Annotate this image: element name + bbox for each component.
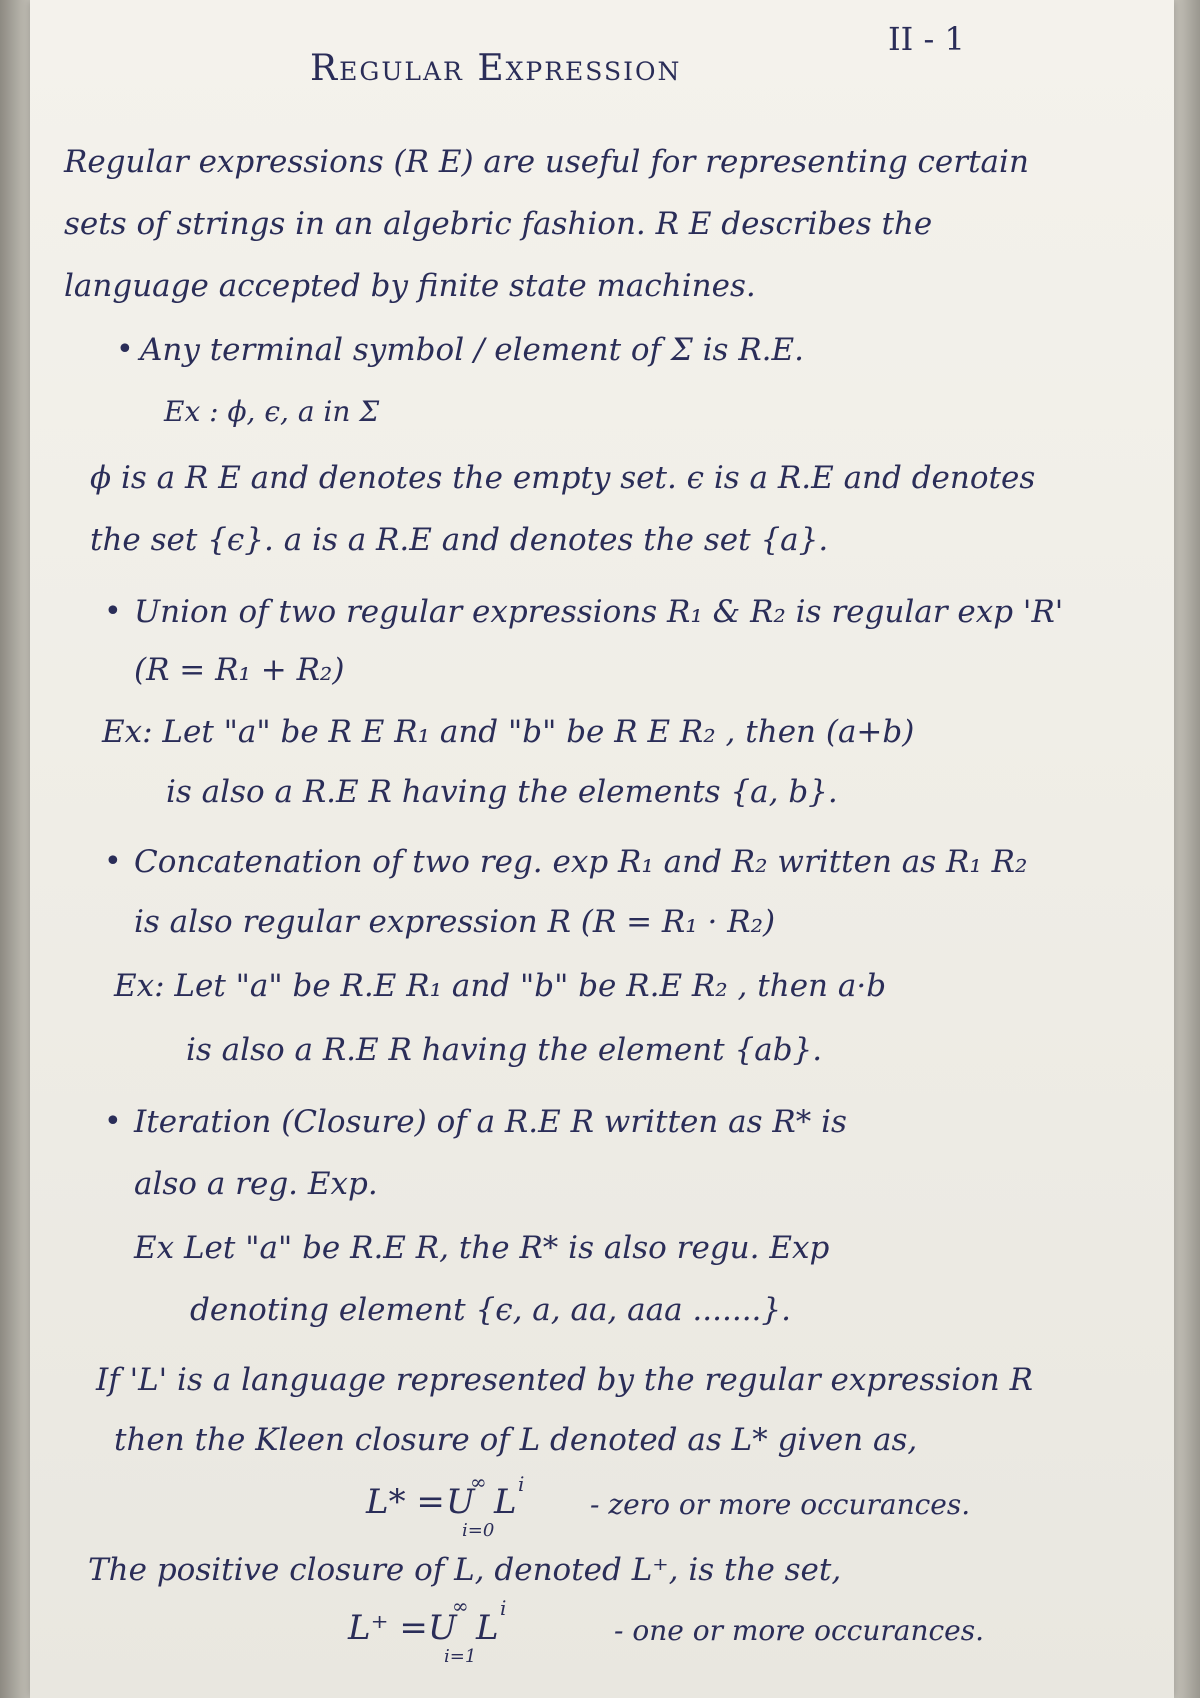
positive-formula-body: L xyxy=(476,1608,499,1648)
kleene-formula-lhs: L* = xyxy=(366,1482,445,1522)
bullet-dot: • xyxy=(104,844,122,879)
positive-formula-upper-limit: ∞ xyxy=(452,1594,469,1618)
kleene-formula xyxy=(366,1470,566,1552)
terminal-explanation-line-1: ϕ is a R E and denotes the empty set. ϵ is a R.E and denotes xyxy=(90,460,1036,496)
rule-terminal-example: Ex : ϕ, ϵ, a in Σ xyxy=(164,395,380,428)
rule-union-line-2: (R = R₁ + R₂) xyxy=(134,652,345,688)
kleene-formula-exponent: i xyxy=(518,1472,525,1496)
positive-note: - one or more occurances. xyxy=(614,1614,985,1647)
rule-union-example-1: Ex: Let "a" be R E R₁ and "b" be R E R₂ , then (a+b) xyxy=(102,714,915,750)
rule-union-example-2: is also a R.E R having the elements {a, b}. xyxy=(166,774,838,810)
page-title: Regular Expression xyxy=(310,48,682,89)
positive-formula-lhs: L⁺ = xyxy=(348,1608,428,1648)
rule-iteration-example-1: Ex Let "a" be R.E R, the R* is also regu. Exp xyxy=(134,1230,830,1266)
positive-formula-exponent: i xyxy=(500,1596,507,1620)
intro-line-2: sets of strings in an algebric fashion. R E describes the xyxy=(64,206,933,242)
intro-line-3: language accepted by finite state machines. xyxy=(64,268,756,304)
rule-concat-example-1: Ex: Let "a" be R.E R₁ and "b" be R.E R₂ , then a·b xyxy=(114,968,887,1004)
kleene-formula-body: L xyxy=(494,1482,517,1522)
kleene-formula-upper-limit: ∞ xyxy=(470,1470,487,1494)
terminal-explanation-line-2: the set {ϵ}. a is a R.E and denotes the set {a}. xyxy=(90,522,829,558)
bullet-dot: • xyxy=(104,1104,122,1139)
rule-iteration-example-2: denoting element {ϵ, a, aa, aaa .......}. xyxy=(190,1292,791,1328)
rule-iteration-line-2: also a reg. Exp. xyxy=(134,1166,378,1202)
rule-iteration-line-1: Iteration (Closure) of a R.E R written as R* is xyxy=(134,1104,847,1140)
intro-line-1: Regular expressions (R E) are useful for representing certain xyxy=(64,144,1029,180)
positive-formula xyxy=(348,1594,548,1678)
bullet-dot: • xyxy=(116,332,134,367)
kleene-formula-lower-limit: i=0 xyxy=(462,1520,495,1541)
rule-concat-line-2: is also regular expression R (R = R₁ · R₂) xyxy=(134,904,776,940)
scan-right-edge xyxy=(1174,0,1200,1698)
rule-union-line-1: Union of two regular expressions R₁ & R₂ is regular exp 'R' xyxy=(134,594,1064,630)
scan-left-edge xyxy=(0,0,30,1698)
rule-concat-line-1: Concatenation of two reg. exp R₁ and R₂ written as R₁ R₂ xyxy=(134,844,1028,880)
union-symbol: U xyxy=(428,1608,457,1648)
bullet-dot: • xyxy=(104,594,122,629)
positive-formula-lower-limit: i=1 xyxy=(444,1646,477,1667)
rule-terminal-text: Any terminal symbol / element of Σ is R.E. xyxy=(140,332,805,368)
kleene-line-1: If 'L' is a language represented by the regular expression R xyxy=(96,1362,1033,1398)
rule-concat-example-2: is also a R.E R having the element {ab}. xyxy=(186,1032,823,1068)
kleene-line-2: then the Kleen closure of L denoted as L* given as, xyxy=(114,1422,918,1458)
page-number: II - 1 xyxy=(888,20,965,58)
kleene-note: - zero or more occurances. xyxy=(590,1488,971,1521)
union-symbol: U xyxy=(446,1482,475,1522)
notebook-page xyxy=(30,0,1174,1698)
positive-line: The positive closure of L, denoted L⁺, is the set, xyxy=(88,1552,842,1588)
